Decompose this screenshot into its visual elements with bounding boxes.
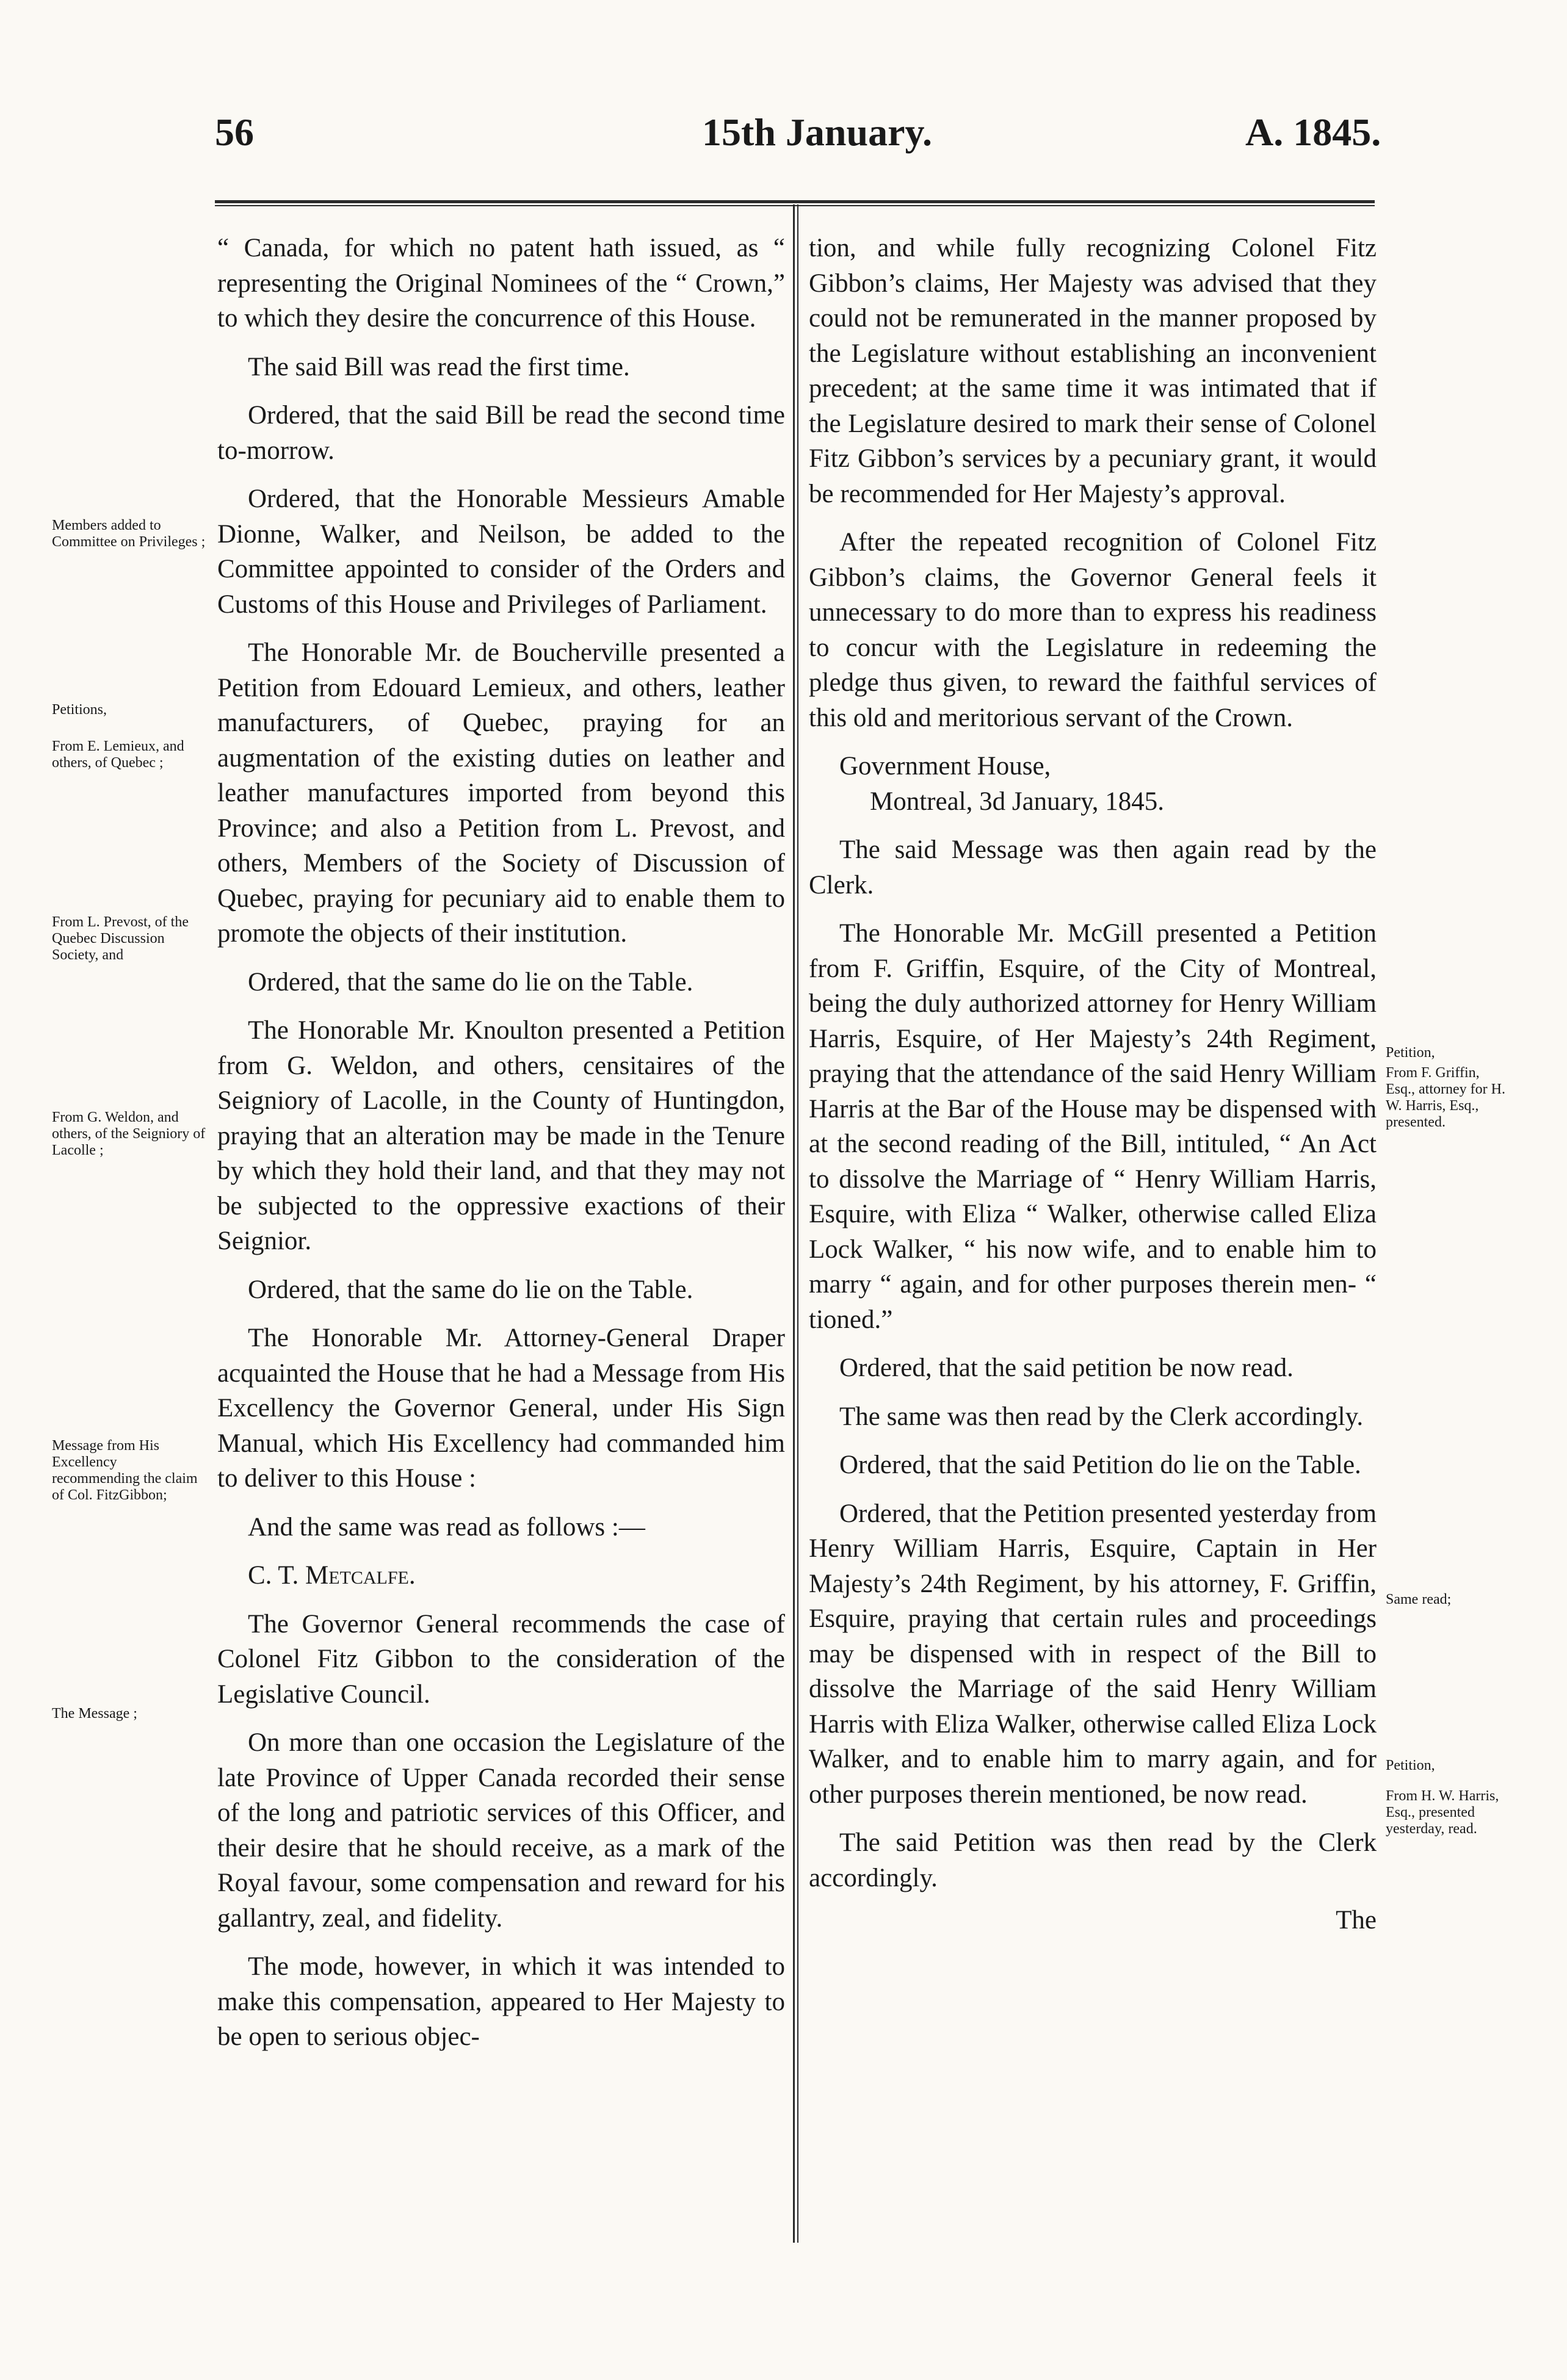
paragraph: The Honorable Mr. Knoulton presented a Petition from G. Weldon, and others, censitaires of the Seigniory of Lacolle, in the County of Huntingdon, praying that an alteration may be made in the Tenure by which they hold their land, and that they may not be subjected to the oppressive exactions of their Seignior. (217, 1016, 785, 1255)
margin-note: Members added to Committee on Privileges ; (52, 517, 206, 550)
page-number: 56 (215, 110, 254, 154)
right-column (809, 231, 1377, 1952)
left-column (217, 231, 785, 2068)
margin-note: From G. Weldon, and others, of the Seigniory of Lacolle ; (52, 1109, 206, 1158)
margin-note: The Message ; (52, 1706, 137, 1722)
margin-note: From H. W. Harris, Esq., presented yesterday, read. (1386, 1788, 1499, 1837)
paragraph: Ordered, that the said Bill be read the second time to-morrow. (217, 401, 785, 465)
margin-note: Petitions, (52, 702, 107, 718)
page-date-heading: 15th January. (702, 110, 932, 154)
paragraph: The Governor General recommends the case of Colonel Fitz Gibbon to the consideration of the Legislative Council. (217, 1609, 785, 1709)
page-year: A. 1845. (1245, 110, 1381, 154)
paragraph: The Honorable Mr. Attorney-General Draper acquainted the House that he had a Message from His Excellency the Governor General, under His Sign Manual, which His Excellency had commanded him to deliver to this House : (217, 1324, 785, 1493)
paragraph: Ordered, that the same do lie on the Table. (248, 1275, 693, 1304)
paragraph: Montreal, 3d January, 1845. (870, 787, 1165, 816)
paragraph: The mode, however, in which it was intended to make this compensation, appeared to Her Majesty to be open to serious objec- (217, 1952, 785, 2051)
catchword: The (1336, 1906, 1377, 1935)
header-rule-thin (215, 205, 1375, 206)
margin-note: From F. Griffin, Esq., attorney for H. W. Harris, Esq., presented. (1386, 1065, 1505, 1130)
paragraph: Government House, (839, 752, 1051, 781)
signature: C. T. Metcalfe. (248, 1561, 416, 1590)
paragraph: On more than one occasion the Legislature of the late Province of Upper Canada recorded their sense of the long and patriotic services of this Officer, and their desire that he should receive, as a mark of the Royal favour, some compensation and reward for his gallantry, zeal, and fidelity. (217, 1728, 785, 1933)
margin-note: Petition, (1386, 1045, 1435, 1061)
paragraph: Ordered, that the same do lie on the Table. (248, 967, 693, 997)
column-divider (793, 204, 795, 2243)
margin-note: From L. Prevost, of the Quebec Discussion Society, and (52, 914, 189, 963)
paragraph: After the repeated recognition of Colonel Fitz Gibbon’s claims, the Governor General feels it unnecessary to do more than to express his readiness to concur with the Legislature in redeeming the pledge thus given, to reward the faithful services of this old and meritorious servant of the Crown. (809, 528, 1377, 732)
paragraph: The said Bill was read the first time. (248, 352, 630, 381)
paragraph: Ordered, that the Honorable Messieurs Amable Dionne, Walker, and Neilson, be added to the Committee appointed to consider of the Orders and Customs of this House and Privileges of Parliament. (217, 485, 785, 619)
header-rule (215, 200, 1375, 203)
paragraph: tion, and while fully recognizing Colonel Fitz Gibbon’s claims, Her Majesty was advised that they could not be remunerated in the manner proposed by the Legislature without establishing an inconvenient precedent; at the same time it was intimated that if the Legislature desired to mark their sense of Colonel Fitz Gibbon’s services by a pecuniary grant, it would be recommended for Her Majesty’s approval. (809, 234, 1377, 508)
paragraph: Ordered, that the said petition be now read. (839, 1354, 1294, 1382)
paragraph: The Honorable Mr. McGill presented a Petition from F. Griffin, Esquire, of the City of Montreal, being the duly authorized attorney for Henry William Harris, Esquire, of Her Majesty’s 24th Regiment, praying that the attendance of the said Henry William Harris at the Bar of the House may be dispensed with at the second reading of the Bill, intituled, “ An Act to dissolve the Marriage of “ Henry William Harris, Esquire, with Eliza “ Walker, otherwise called Eliza Lock Walker, “ his now wife, and to enable him to marry “ again, and for other purposes therein men- “ tioned.” (809, 919, 1377, 1334)
paragraph: And the same was read as follows :— (248, 1512, 645, 1542)
margin-note: From E. Lemieux, and others, of Quebec ; (52, 738, 184, 771)
paragraph: The said Petition was then read by the Clerk accordingly. (809, 1828, 1377, 1892)
paragraph: “ Canada, for which no patent hath issued, as “ representing the Original Nominees of the “ Crown,” to which they desire the concurrence of this House. (217, 234, 785, 333)
paragraph: The Honorable Mr. de Boucherville presented a Petition from Edouard Lemieux, and others, leather manufacturers, of Quebec, praying for an augmentation of the existing duties on leather and leather manufactures imported from beyond this Province; and also a Petition from L. Prevost, and others, Members of the Society of Discussion of Quebec, praying for pecuniary aid to enable them to promote the objects of their institution. (217, 638, 785, 948)
paragraph: Ordered, that the said Petition do lie on the Table. (839, 1451, 1361, 1479)
margin-note: Same read; (1386, 1592, 1452, 1607)
margin-note: Message from His Excellency recommending the claim of Col. FitzGibbon; (52, 1438, 198, 1503)
paragraph: The same was then read by the Clerk accordingly. (839, 1402, 1364, 1431)
margin-note: Petition, (1386, 1758, 1435, 1773)
paragraph: The said Message was then again read by the Clerk. (809, 835, 1377, 900)
paragraph: Ordered, that the Petition presented yesterday from Henry William Harris, Esquire, Captain in Her Majesty’s 24th Regiment, by his attorney, F. Griffin, Esquire, praying that certain rules and proceedings may be dispensed with in respect of the Bill to dissolve the Marriage of the said Henry William Harris with Eliza Walker, otherwise called Eliza Lock Walker, and to enable him to marry again, and for other purposes therein mentioned, be now read. (809, 1499, 1377, 1809)
column-divider-thin (797, 204, 798, 2243)
